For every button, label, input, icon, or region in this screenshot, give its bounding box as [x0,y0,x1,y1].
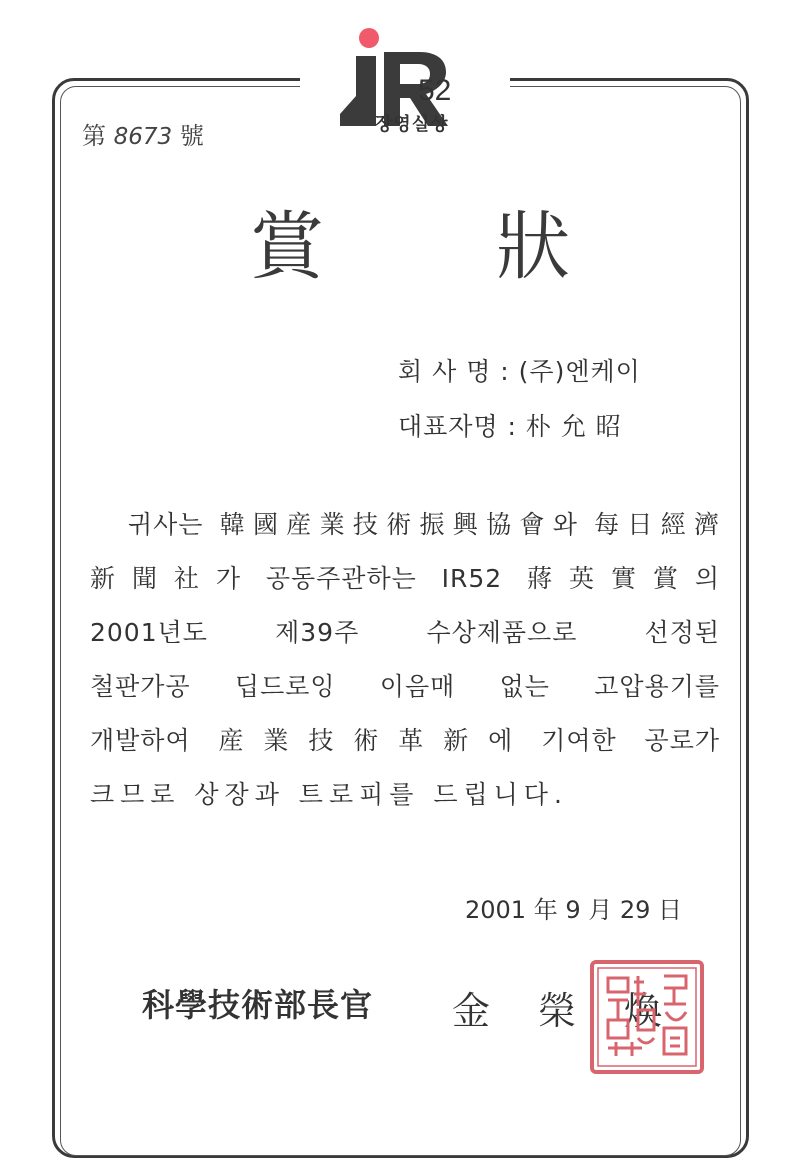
body-line: 2001년도 제39주 수상제품으로 선정된 [90,618,720,647]
logo-i-stroke [340,56,376,126]
certificate-title [250,188,570,294]
serial-number: 8673 [113,124,173,150]
logo-number: 52 [418,74,452,107]
serial-prefix: 第 [82,122,106,150]
issue-date: 2001 年 9 月 29 日 [465,896,683,924]
logo-dot [359,28,379,48]
issuer-name-char: 榮 [537,989,576,1033]
serial-number-label [82,116,204,151]
representative-line: 대표자명 : 朴 允 昭 [398,412,622,441]
title-char-1: 賞 [250,204,324,290]
body-line: 개발하여 産業技術革新에 기여한 공로가 [90,726,720,755]
serial-suffix: 號 [179,122,204,150]
logo-subtitle: 장영실상 [375,114,449,135]
body-line: 철판가공 딥드로잉 이음매 없는 고압용기를 [90,672,720,701]
official-seal [588,958,706,1076]
title-char-2: 狀 [496,204,570,290]
body-line: 新聞社가 공동주관하는 IR52 蔣英實賞의 [90,564,720,593]
certificate-body [90,498,720,822]
company-name-line: 회 사 명 : (주)엔케이 [398,357,641,386]
body-line: 귀사는 韓國産業技術振興協會와 每日經濟 [128,510,720,539]
issuer-name-char: 金 [452,989,491,1033]
official-seal-icon [588,958,706,1076]
issuer-title: 科學技術部長官 [142,986,374,1024]
issuer-name-char: 煥 [623,989,662,1033]
body-line: 크므로 상장과 트로피를 드립니다. [90,780,568,809]
